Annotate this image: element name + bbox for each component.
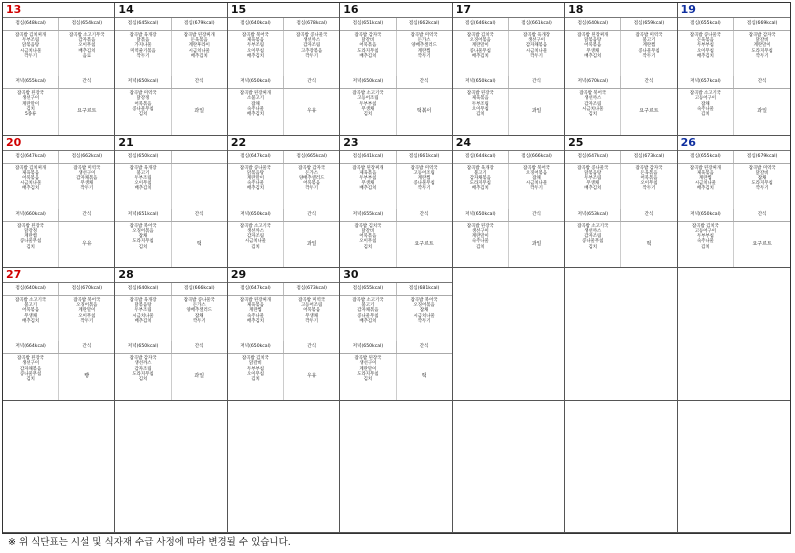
snack-menu: 요구르트 <box>58 89 114 134</box>
lunch-menu-row <box>115 31 226 76</box>
lunch-menu-row <box>340 31 451 76</box>
dinner-menu-row <box>678 222 790 267</box>
dinner-menu: 잡곡밥 감자국 생선까스 감자조림 도라지무침 김치 <box>129 356 157 383</box>
dinner-header <box>565 76 676 89</box>
dinner-header <box>340 341 451 354</box>
lunch-menu-a: 잡곡밥 된장찌개 제육볶음 계란찜 시금치나물 배추김치 <box>689 165 721 192</box>
lunch-calorie-label-2: 점심(654kcal) <box>58 18 114 30</box>
lunch-menu-b <box>171 164 227 209</box>
day-cell <box>115 3 227 136</box>
dinner-header <box>228 209 339 222</box>
dinner-menu: 잡곡밥 소고기국 고등어조림 두부부침 무생채 김치 <box>352 91 384 118</box>
snack-menu: 과일 <box>508 222 564 267</box>
lunch-menu-a: 잡곡밥 육개장 닭볶음탕 두부조림 시금치나물 배추김치 <box>129 298 157 324</box>
lunch-menu-row <box>228 31 339 76</box>
lunch-menu-b: 잡곡밥 콩나물국 돈가스 양배추샐러드 잡채 깍두기 <box>171 296 227 341</box>
dinner-menu: 잡곡밥 소고기국 생선까스 감자조림 콩나물무침 김치 <box>577 223 609 250</box>
day-number: 14 <box>115 3 226 18</box>
lunch-menu-row <box>3 31 114 76</box>
lunch-menu-b: 잡곡밥 북어국 오징어볶음 계란말이 오이무침 깍두기 <box>58 296 114 341</box>
dinner-calorie-label: 저녁(650kcal) <box>240 211 271 217</box>
lunch-calorie-label-2: 점심(681kcal) <box>396 283 452 295</box>
snack-menu: 과일 <box>171 354 227 399</box>
snack-label: 간식 <box>733 76 790 88</box>
snack-menu: 떡 <box>396 354 452 399</box>
dinner-menu: 잡곡밥 된장국 제육볶음 두부조림 오이무침 김치 <box>466 91 494 118</box>
day-cell <box>453 136 565 269</box>
empty-day-cell <box>340 401 452 534</box>
snack-label: 간식 <box>171 76 227 88</box>
lunch-calorie-label: 점심(648kcal) <box>15 21 46 26</box>
lunch-menu-b: 잡곡밥 미역국 고등어조림 어묵볶음 무생채 깍두기 <box>283 296 339 341</box>
lunch-menu-row <box>678 31 790 76</box>
dinner-calorie-label: 저녁(653kcal) <box>577 211 608 217</box>
dinner-menu-row <box>228 222 339 267</box>
day-cell <box>565 136 677 269</box>
dinner-menu: 잡곡밥 김치국 닭갈비 어묵볶음 오이무침 김치 <box>354 223 382 250</box>
snack-label: 간식 <box>283 209 339 221</box>
dinner-calorie-label: 저녁(650kcal) <box>352 79 384 85</box>
dinner-menu: 잡곡밥 된장국 생선구이 감자채볶음 콩나물무침 김치 <box>17 356 45 383</box>
dinner-header <box>678 76 790 89</box>
lunch-menu-b: 잡곡밥 북어국 오징어볶음 잡채 시금치나물 깍두기 <box>508 164 564 209</box>
day-number: 26 <box>678 136 790 151</box>
empty-day-cell <box>115 401 227 534</box>
snack-label: 간식 <box>58 341 114 353</box>
lunch-header <box>228 283 339 296</box>
lunch-calorie-label: 점심(647kcal) <box>15 153 46 159</box>
lunch-menu-row <box>340 164 451 209</box>
dinner-menu: 잡곡밥 소고기국 생선까스 감자조림 시금치나물 김치 <box>239 223 271 250</box>
dinner-header <box>3 76 114 89</box>
dinner-menu-row <box>115 222 226 267</box>
lunch-menu-a: 잡곡밥 김치국 오징어볶음 계란말이 콩나물무침 배추김치 <box>466 33 494 59</box>
dinner-menu-row <box>115 354 226 399</box>
lunch-menu-b: 잡곡밥 콩나물국 생선까스 감자조림 고추장볶음 깍두기 <box>283 31 339 76</box>
lunch-menu-a: 잡곡밥 콩나물국 닭볶음탕 계란말이 숙주나물 배추김치 <box>239 165 271 192</box>
lunch-calorie-label: 점심(647kcal) <box>240 286 271 291</box>
snack-menu: 떡볶이 <box>396 89 452 134</box>
lunch-menu-b: 잡곡밥 감자국 돈육볶음 어묵볶음 오이무침 깍두기 <box>620 164 676 209</box>
dinner-menu: 잡곡밥 된장찌개 소불고기 잡채 숙주나물 배추김치 <box>239 91 271 118</box>
snack-label: 간식 <box>171 209 227 221</box>
day-cell <box>115 136 227 269</box>
dinner-header <box>565 209 676 222</box>
snack-menu: 떡 <box>620 222 676 267</box>
lunch-menu-row <box>678 164 790 209</box>
lunch-menu-a: 잡곡밥 육개장 불고기 감자채볶음 도라지무침 배추김치 <box>466 165 494 192</box>
lunch-menu-b: 잡곡밥 미역국 불고기 계란찜 콩나물무침 깍두기 <box>620 31 676 76</box>
dinner-menu: 잡곡밥 소고기국 고등어구이 잡채 숙주나물 김치 <box>689 91 721 118</box>
dinner-calorie-label: 저녁(650kcal) <box>240 344 271 350</box>
dinner-calorie-label: 저녁(650kcal) <box>352 344 384 350</box>
snack-menu: 빵 <box>58 354 114 399</box>
snack-label: 간식 <box>733 209 790 221</box>
lunch-menu-b: 잡곡밥 된장찌개 돈육볶음 계란후라이 시금치나물 배추김치 <box>171 31 227 76</box>
dinner-menu: 잡곡밥 북어국 생선까스 감자조림 시금치나물 김치 <box>579 91 607 118</box>
dinner-menu-row <box>453 89 564 134</box>
dinner-calorie-label: 저녁(650kcal) <box>465 79 496 85</box>
lunch-menu-row <box>228 296 339 341</box>
lunch-menu-a: 잡곡밥 김치찌개 제육볶음 어묵볶음 시금치나물 배추김치 <box>15 165 47 192</box>
dinner-header <box>3 209 114 222</box>
snack-label: 간식 <box>171 341 227 353</box>
dinner-header <box>115 341 226 354</box>
day-cell <box>115 268 227 401</box>
dinner-header <box>228 341 339 354</box>
dinner-header <box>340 209 451 222</box>
day-number: 16 <box>340 3 451 18</box>
day-cell <box>340 3 452 136</box>
lunch-header <box>115 18 226 31</box>
day-cell <box>228 136 340 269</box>
lunch-menu-a: 잡곡밥 콩나물국 돈육볶음 두부부침 오이무침 배추김치 <box>689 33 721 59</box>
footer-note: ※ 위 식단표는 시설 및 식자재 수급 사정에 따라 변경될 수 있습니다. <box>8 537 291 548</box>
dinner-menu-row <box>453 222 564 267</box>
day-number: 30 <box>340 268 451 283</box>
snack-label: 간식 <box>508 76 564 88</box>
dinner-menu-row <box>340 89 451 134</box>
dinner-menu-row <box>115 89 226 134</box>
lunch-header <box>228 18 339 31</box>
lunch-header <box>453 18 564 31</box>
dinner-menu: 잡곡밥 김치국 고등어구이 두부부침 숙주나물 김치 <box>691 223 719 250</box>
snack-menu: 요구르트 <box>733 222 790 267</box>
lunch-menu-row <box>3 296 114 341</box>
lunch-header <box>3 18 114 31</box>
day-cell <box>228 3 340 136</box>
snack-label: 간식 <box>396 76 452 88</box>
lunch-menu-a: 잡곡밥 소고기국 불고기 감자채볶음 콩나물무침 배추김치 <box>352 298 384 324</box>
day-cell <box>228 268 340 401</box>
lunch-calorie-label: 점심(646kcal) <box>465 21 496 26</box>
lunch-calorie-label: 점심(655kcal) <box>690 21 721 26</box>
dinner-calorie-label: 저녁(650kcal) <box>690 211 721 217</box>
day-cell <box>3 136 115 269</box>
lunch-menu-b: 잡곡밥 미역국 생선구이 감자채볶음 무생채 깍두기 <box>58 164 114 209</box>
dinner-header <box>453 76 564 89</box>
snack-label: 간식 <box>508 209 564 221</box>
dinner-menu: 잡곡밥 된장국 생선구이 계란말이 숙주나물 김치 <box>466 223 494 250</box>
lunch-header <box>115 283 226 296</box>
lunch-header <box>678 18 790 31</box>
snack-menu: 과일 <box>283 222 339 267</box>
dinner-menu: 잡곡밥 된장국 닭강정 계란찜 콩나물무침 김치 <box>17 223 45 250</box>
lunch-menu-a: 잡곡밥 된장찌개 닭볶음탕 어묵볶음 무생채 배추김치 <box>577 33 609 59</box>
snack-label: 간식 <box>620 209 676 221</box>
lunch-menu-a: 잡곡밥 된장찌개 제육볶음 계란찜 숙주나물 배추김치 <box>239 298 271 324</box>
day-number: 27 <box>3 268 114 283</box>
lunch-calorie-label-2: 점심(666kcal) <box>508 151 564 163</box>
snack-menu: 우유 <box>283 354 339 399</box>
lunch-calorie-label: 점심(645kcal) <box>127 21 159 26</box>
lunch-menu-a: 잡곡밥 북어국 제육볶음 두부조림 오이무침 배추김치 <box>242 33 269 59</box>
day-cell <box>565 3 677 136</box>
lunch-calorie-label: 점심(655kcal) <box>352 286 384 291</box>
lunch-calorie-label-2: 점심(670kcal) <box>58 283 114 295</box>
day-number: 19 <box>678 3 790 18</box>
lunch-calorie-label-2: 점심(673kcal) <box>620 151 676 163</box>
dinner-header <box>228 76 339 89</box>
day-cell <box>453 3 565 136</box>
lunch-calorie-label-2: 점심(661kcal) <box>396 151 452 163</box>
day-number: 15 <box>228 3 339 18</box>
lunch-menu-row <box>115 296 226 341</box>
lunch-calorie-label: 점심(640kcal) <box>240 21 271 26</box>
lunch-menu-row <box>228 164 339 209</box>
dinner-header <box>115 76 226 89</box>
lunch-menu-row <box>565 31 676 76</box>
dinner-menu-row <box>228 354 339 399</box>
dinner-menu: 잡곡밥 김치국 닭갈비 두부부침 오이무침 김치 <box>242 356 269 383</box>
day-number: 13 <box>3 3 114 18</box>
lunch-menu-b: 잡곡밥 감자국 닭갈비 계란말이 도라지무침 깍두기 <box>733 31 790 76</box>
lunch-menu-b: 잡곡밥 소고기무국 감자볶음 오이무침 배추김치 음료 <box>58 31 114 76</box>
empty-day-cell <box>678 268 790 401</box>
lunch-calorie-label: 점심(647kcal) <box>577 153 608 159</box>
day-number: 18 <box>565 3 676 18</box>
empty-day-cell <box>565 401 677 534</box>
snack-label: 간식 <box>396 341 452 353</box>
lunch-menu-row <box>565 164 676 209</box>
lunch-calorie-label-2: 점심(679kcal) <box>733 151 790 163</box>
snack-menu: 과일 <box>733 89 790 134</box>
snack-label: 간식 <box>396 209 452 221</box>
dinner-calorie-label: 저녁(650kcal) <box>240 79 271 85</box>
day-number: 21 <box>115 136 226 151</box>
lunch-calorie-label: 점심(640kcal) <box>15 286 46 291</box>
lunch-menu-b: 잡곡밥 미역국 돈가스 양배추샐러드 계란찜 깍두기 <box>396 31 452 76</box>
lunch-calorie-label-2: 점심(678kcal) <box>283 18 339 30</box>
empty-day-cell <box>565 268 677 401</box>
empty-day-cell <box>453 401 565 534</box>
empty-day-cell <box>3 401 115 534</box>
day-cell <box>678 3 790 136</box>
lunch-header <box>3 151 114 164</box>
lunch-menu-b: 잡곡밥 미역국 닭갈비 잡채 도라지무침 깍두기 <box>733 164 790 209</box>
day-cell <box>3 3 115 136</box>
lunch-menu-row <box>340 296 451 341</box>
lunch-header <box>340 283 451 296</box>
dinner-menu: 잡곡밥 미역국 닭강정 어묵볶음 콩나물무침 김치 <box>129 91 157 118</box>
day-number: 23 <box>340 136 451 151</box>
snack-menu: 과일 <box>508 89 564 134</box>
dinner-menu-row <box>678 89 790 134</box>
dinner-calorie-label: 저녁(660kcal) <box>15 211 46 217</box>
lunch-calorie-label: 점심(644kcal) <box>465 153 496 159</box>
lunch-menu-row <box>115 164 226 209</box>
lunch-calorie-label-2: 점심(661kcal) <box>508 18 564 30</box>
lunch-header <box>565 18 676 31</box>
lunch-menu-a: 잡곡밥 육개장 불고기 두부조림 오이무침 배추김치 <box>129 165 157 192</box>
lunch-menu-a: 잡곡밥 콩나물국 닭볶음탕 두부조림 무생채 배추김치 <box>577 165 609 192</box>
lunch-calorie-label: 점심(641kcal) <box>352 153 384 159</box>
lunch-menu-b: 잡곡밥 북어국 오징어볶음 잡채 시금치나물 깍두기 <box>396 296 452 341</box>
dinner-calorie-label: 저녁(650kcal) <box>465 211 496 217</box>
lunch-header <box>115 151 226 164</box>
dinner-header <box>115 209 226 222</box>
day-cell <box>340 136 452 269</box>
lunch-calorie-label-2: 점심(659kcal) <box>620 18 676 30</box>
dinner-header <box>678 209 790 222</box>
snack-menu: 우유 <box>58 222 114 267</box>
dinner-calorie-label: 저녁(664kcal) <box>15 344 46 350</box>
dinner-menu-row <box>565 222 676 267</box>
snack-menu: 우유 <box>283 89 339 134</box>
snack-label: 간식 <box>58 76 114 88</box>
lunch-menu-b: 잡곡밥 육개장 생선구이 감자채볶음 시금치나물 깍두기 <box>508 31 564 76</box>
day-cell <box>3 268 115 401</box>
dinner-menu-row <box>565 89 676 134</box>
dinner-menu-row <box>3 89 114 134</box>
lunch-calorie-label-2: 점심(665kcal) <box>283 151 339 163</box>
dinner-menu-row <box>3 354 114 399</box>
lunch-menu-a: 잡곡밥 소고기국 불고기 어묵볶음 무생채 배추김치 <box>15 298 47 324</box>
dinner-calorie-label: 저녁(650kcal) <box>127 344 159 350</box>
day-number: 29 <box>228 268 339 283</box>
lunch-header <box>340 151 451 164</box>
lunch-calorie-label: 점심(640kcal) <box>577 21 608 26</box>
snack-menu: 과일 <box>171 89 227 134</box>
snack-menu: 요구르트 <box>396 222 452 267</box>
dinner-menu-row <box>340 354 451 399</box>
day-number: 28 <box>115 268 226 283</box>
lunch-menu-a: 잡곡밥 감자국 닭갈비 어묵볶음 도라지무침 배추김치 <box>354 33 382 59</box>
empty-day-cell <box>678 401 790 534</box>
snack-menu: 요구르트 <box>620 89 676 134</box>
lunch-calorie-label-2: 점심(673kcal) <box>283 283 339 295</box>
dinner-calorie-label: 저녁(657kcal) <box>690 79 721 85</box>
day-number: 17 <box>453 3 564 18</box>
lunch-menu-row <box>3 164 114 209</box>
snack-label: 간식 <box>283 76 339 88</box>
dinner-calorie-label: 저녁(655kcal) <box>15 79 46 85</box>
day-number: 22 <box>228 136 339 151</box>
dinner-menu: 잡곡밥 된장국 생선구이 계란말이 도라지무침 김치 <box>354 356 382 383</box>
snack-menu: 떡 <box>171 222 227 267</box>
lunch-menu-a: 잡곡밥 김치찌개 두부조림 닭볶음탕 시금치나물 깍두기 <box>15 33 47 59</box>
lunch-calorie-label-2: 점심(679kcal) <box>171 18 227 30</box>
dinner-header <box>3 341 114 354</box>
snack-label: 간식 <box>58 209 114 221</box>
dinner-calorie-label: 저녁(670kcal) <box>577 79 608 85</box>
dinner-menu-row <box>3 222 114 267</box>
snack-label: 간식 <box>620 76 676 88</box>
day-number: 20 <box>3 136 114 151</box>
lunch-menu-b: 잡곡밥 미역국 고등어조림 계란찜 콩나물무침 깍두기 <box>396 164 452 209</box>
lunch-menu-row <box>453 164 564 209</box>
lunch-header <box>565 151 676 164</box>
snack-label: 간식 <box>283 341 339 353</box>
lunch-calorie-label-2: 점심(669kcal) <box>733 18 790 30</box>
lunch-header <box>228 151 339 164</box>
lunch-menu-a: 잡곡밥 된장찌개 제육볶음 두부부침 무생채 배추김치 <box>352 165 384 192</box>
dinner-header <box>453 209 564 222</box>
lunch-header <box>340 18 451 31</box>
lunch-calorie-label: 점심(651kcal) <box>352 21 384 26</box>
lunch-header <box>453 151 564 164</box>
empty-day-cell <box>228 401 340 534</box>
dinner-calorie-label: 저녁(655kcal) <box>352 211 384 217</box>
day-number: 25 <box>565 136 676 151</box>
day-cell <box>678 136 790 269</box>
meal-calendar <box>2 2 791 534</box>
lunch-calorie-label-2: 점심(666kcal) <box>171 283 227 295</box>
empty-day-cell <box>453 268 565 401</box>
lunch-header <box>678 151 790 164</box>
lunch-calorie-label-2: 점심(662kcal) <box>396 18 452 30</box>
lunch-calorie-label: 점심(655kcal) <box>690 153 721 159</box>
lunch-calorie-label: 점심(640kcal) <box>127 286 159 291</box>
lunch-header <box>3 283 114 296</box>
dinner-calorie-label: 저녁(651kcal) <box>127 211 159 217</box>
dinner-menu: 잡곡밥 된장국 생선구이 계란말이 김치 5종류 <box>17 91 45 118</box>
day-number: 24 <box>453 136 564 151</box>
day-cell <box>340 268 452 401</box>
dinner-menu-row <box>340 222 451 267</box>
lunch-calorie-label: 점심(650kcal) <box>127 153 159 159</box>
dinner-header <box>340 76 451 89</box>
lunch-menu-row <box>453 31 564 76</box>
lunch-calorie-label-2 <box>171 151 227 163</box>
lunch-menu-b: 잡곡밥 감자국 돈가스 양배추샐러드 어묵볶음 깍두기 <box>283 164 339 209</box>
lunch-menu-a: 잡곡밥 육개장 닭볶음 가지나물 미역줄기볶음 깍두기 <box>129 33 157 59</box>
dinner-menu: 잡곡밥 북어국 오징어볶음 잡채 도라지무침 김치 <box>129 223 157 250</box>
dinner-menu-row <box>228 89 339 134</box>
lunch-calorie-label-2: 점심(662kcal) <box>58 151 114 163</box>
dinner-calorie-label: 저녁(650kcal) <box>127 79 159 85</box>
lunch-calorie-label: 점심(647kcal) <box>240 153 271 159</box>
